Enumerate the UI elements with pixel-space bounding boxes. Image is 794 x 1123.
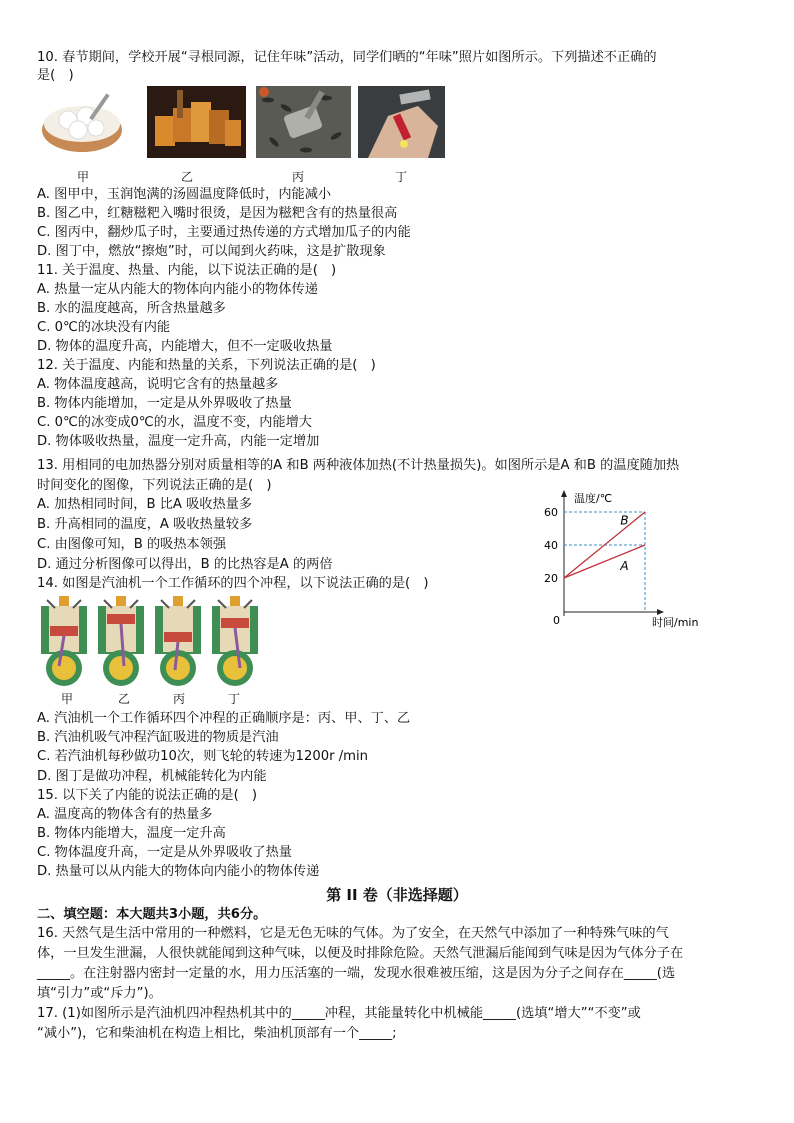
q16-line2: 体，一旦发生泄漏，人很快就能闻到这种气味，以便及时排除危险。天然气泄漏后能闻到气味是因为气体分子在 bbox=[37, 946, 684, 961]
photo-ding-firecracker bbox=[358, 86, 445, 158]
q12-stem: 12. 关于温度、内能和热量的关系，下列说法正确的是( ) bbox=[37, 358, 376, 373]
q17-line2: “减小”)，它和柴油机在构造上相比，柴油机顶部有一个_____; bbox=[37, 1026, 397, 1041]
q12-option-b: B. 物体内能增加，一定是从外界吸收了热量 bbox=[37, 396, 292, 411]
photo-bing-seeds bbox=[256, 86, 351, 158]
engine-strokes-diagram bbox=[37, 596, 263, 690]
q15-stem: 15. 以下关了内能的说法正确的是( ) bbox=[37, 788, 258, 803]
q10-label-yi: 乙 bbox=[181, 170, 194, 184]
photo-jia-tangyuan bbox=[40, 86, 126, 158]
q15-option-c: C. 物体温度升高，一定是从外界吸收了热量 bbox=[37, 845, 292, 860]
temperature-time-chart bbox=[540, 488, 720, 630]
q14-label-yi: 乙 bbox=[118, 692, 131, 706]
q14-option-c: C. 若汽油机每秒做功10次，则飞轮的转速为1200r /min bbox=[37, 749, 369, 764]
chart-origin-label: 0 bbox=[553, 614, 560, 627]
q12-option-d: D. 物体吸收热量，温度一定升高，内能一定增加 bbox=[37, 434, 320, 449]
q10-option-d: D. 图丁中，燃放“擦炮”时，可以闻到火药味，这是扩散现象 bbox=[37, 244, 386, 259]
q15-option-a: A. 温度高的物体含有的热量多 bbox=[37, 807, 213, 822]
chart-xlabel: 时间/min bbox=[652, 616, 699, 629]
chart-series-label-B: B bbox=[620, 513, 629, 528]
engine-jia bbox=[41, 596, 87, 686]
q11-option-b: B. 水的温度越高，所含热量越多 bbox=[37, 301, 226, 316]
q10-label-bing: 丙 bbox=[292, 170, 305, 184]
q11-option-a: A. 热量一定从内能大的物体向内能小的物体传递 bbox=[37, 282, 318, 297]
q11-stem: 11. 关于温度、热量、内能，以下说法正确的是( ) bbox=[37, 263, 337, 278]
q13-option-d: D. 通过分析图像可以得出，B 的比热容是A 的两倍 bbox=[37, 557, 333, 572]
chart-y-tick-label: 40 bbox=[544, 539, 558, 552]
x-axis-arrow bbox=[657, 609, 664, 615]
q13-stem-line2: 时间变化的图像，下列说法正确的是( ) bbox=[37, 478, 272, 493]
chart-y-tick-label: 60 bbox=[544, 506, 558, 519]
part-2-heading: 二、填空题：本大题共3小题，共6分。 bbox=[37, 907, 267, 922]
q13-option-b: B. 升高相同的温度，A 吸收热量较多 bbox=[37, 517, 253, 532]
q10-option-b: B. 图乙中，红糖糍粑入嘴时很烫，是因为糍粑含有的热量很高 bbox=[37, 206, 398, 221]
q14-stem: 14. 如图是汽油机一个工作循环的四个冲程，以下说法正确的是( ) bbox=[37, 576, 429, 591]
q14-label-bing: 丙 bbox=[173, 692, 186, 706]
chart-y-tick-label: 20 bbox=[544, 572, 558, 585]
section-2-title: 第 II 卷（非选择题） bbox=[326, 886, 468, 904]
q13-stem-line1: 13. 用相同的电加热器分别对质量相等的A 和B 两种液体加热(不计热量损失)。如图所示是A 和B 的温度随加热 bbox=[37, 458, 680, 473]
q10-stem-line2: 是( ) bbox=[37, 68, 74, 83]
q14-option-d: D. 图丁是做功冲程，机械能转化为内能 bbox=[37, 769, 267, 784]
photo-yi-ciba bbox=[147, 86, 246, 158]
q13-option-c: C. 由图像可知，B 的吸热本领强 bbox=[37, 537, 227, 552]
q16-line1: 16. 天然气是生活中常用的一种燃料，它是无色无味的气体。为了安全，在天然气中添加了一种特殊气味的气 bbox=[37, 926, 669, 941]
q12-option-c: C. 0℃的冰变成0℃的水，温度不变，内能增大 bbox=[37, 415, 312, 430]
q14-label-ding: 丁 bbox=[228, 692, 241, 706]
q11-option-c: C. 0℃的冰块没有内能 bbox=[37, 320, 171, 335]
q16-line4: 填“引力”或“斥力”)。 bbox=[37, 986, 162, 1001]
engine-ding bbox=[212, 596, 258, 686]
q10-label-jia: 甲 bbox=[77, 170, 90, 184]
engine-yi bbox=[98, 596, 144, 686]
chart-ylabel: 温度/℃ bbox=[574, 492, 613, 505]
q17-line1: 17. (1)如图所示是汽油机四冲程热机其中的_____冲程，其能量转化中机械能_____(选填“增大”“不变”或 bbox=[37, 1006, 641, 1021]
q11-option-d: D. 物体的温度升高，内能增大，但不一定吸收热量 bbox=[37, 339, 333, 354]
engine-bing bbox=[155, 596, 201, 686]
q10-stem-line1: 10. 春节期间，学校开展“寻根同源，记住年味”活动，同学们晒的“年味”照片如图所示。下列描述不正确的 bbox=[37, 50, 657, 65]
q16-line3: _____。在注射器内密封一定量的水，用力压活塞的一端，发现水很难被压缩，这是因为分子之间存在_____(选 bbox=[37, 966, 676, 981]
q15-option-d: D. 热量可以从内能大的物体向内能小的物体传递 bbox=[37, 864, 320, 879]
y-axis-arrow bbox=[561, 490, 567, 497]
q10-option-a: A. 图甲中，玉润饱满的汤圆温度降低时，内能减小 bbox=[37, 187, 332, 202]
q12-option-a: A. 物体温度越高，说明它含有的热量越多 bbox=[37, 377, 279, 392]
chart-series-line-A bbox=[564, 545, 645, 578]
q15-option-b: B. 物体内能增大，温度一定升高 bbox=[37, 826, 226, 841]
q14-label-jia: 甲 bbox=[61, 692, 74, 706]
q14-option-b: B. 汽油机吸气冲程汽缸吸进的物质是汽油 bbox=[37, 730, 279, 745]
q14-option-a: A. 汽油机一个工作循环四个冲程的正确顺序是：丙、甲、丁、乙 bbox=[37, 711, 411, 726]
q10-option-c: C. 图丙中，翻炒瓜子时，主要通过热传递的方式增加瓜子的内能 bbox=[37, 225, 411, 240]
q13-option-a: A. 加热相同时间，B 比A 吸收热量多 bbox=[37, 497, 253, 512]
q10-label-ding: 丁 bbox=[395, 170, 408, 184]
chart-series-label-A: A bbox=[620, 559, 629, 574]
